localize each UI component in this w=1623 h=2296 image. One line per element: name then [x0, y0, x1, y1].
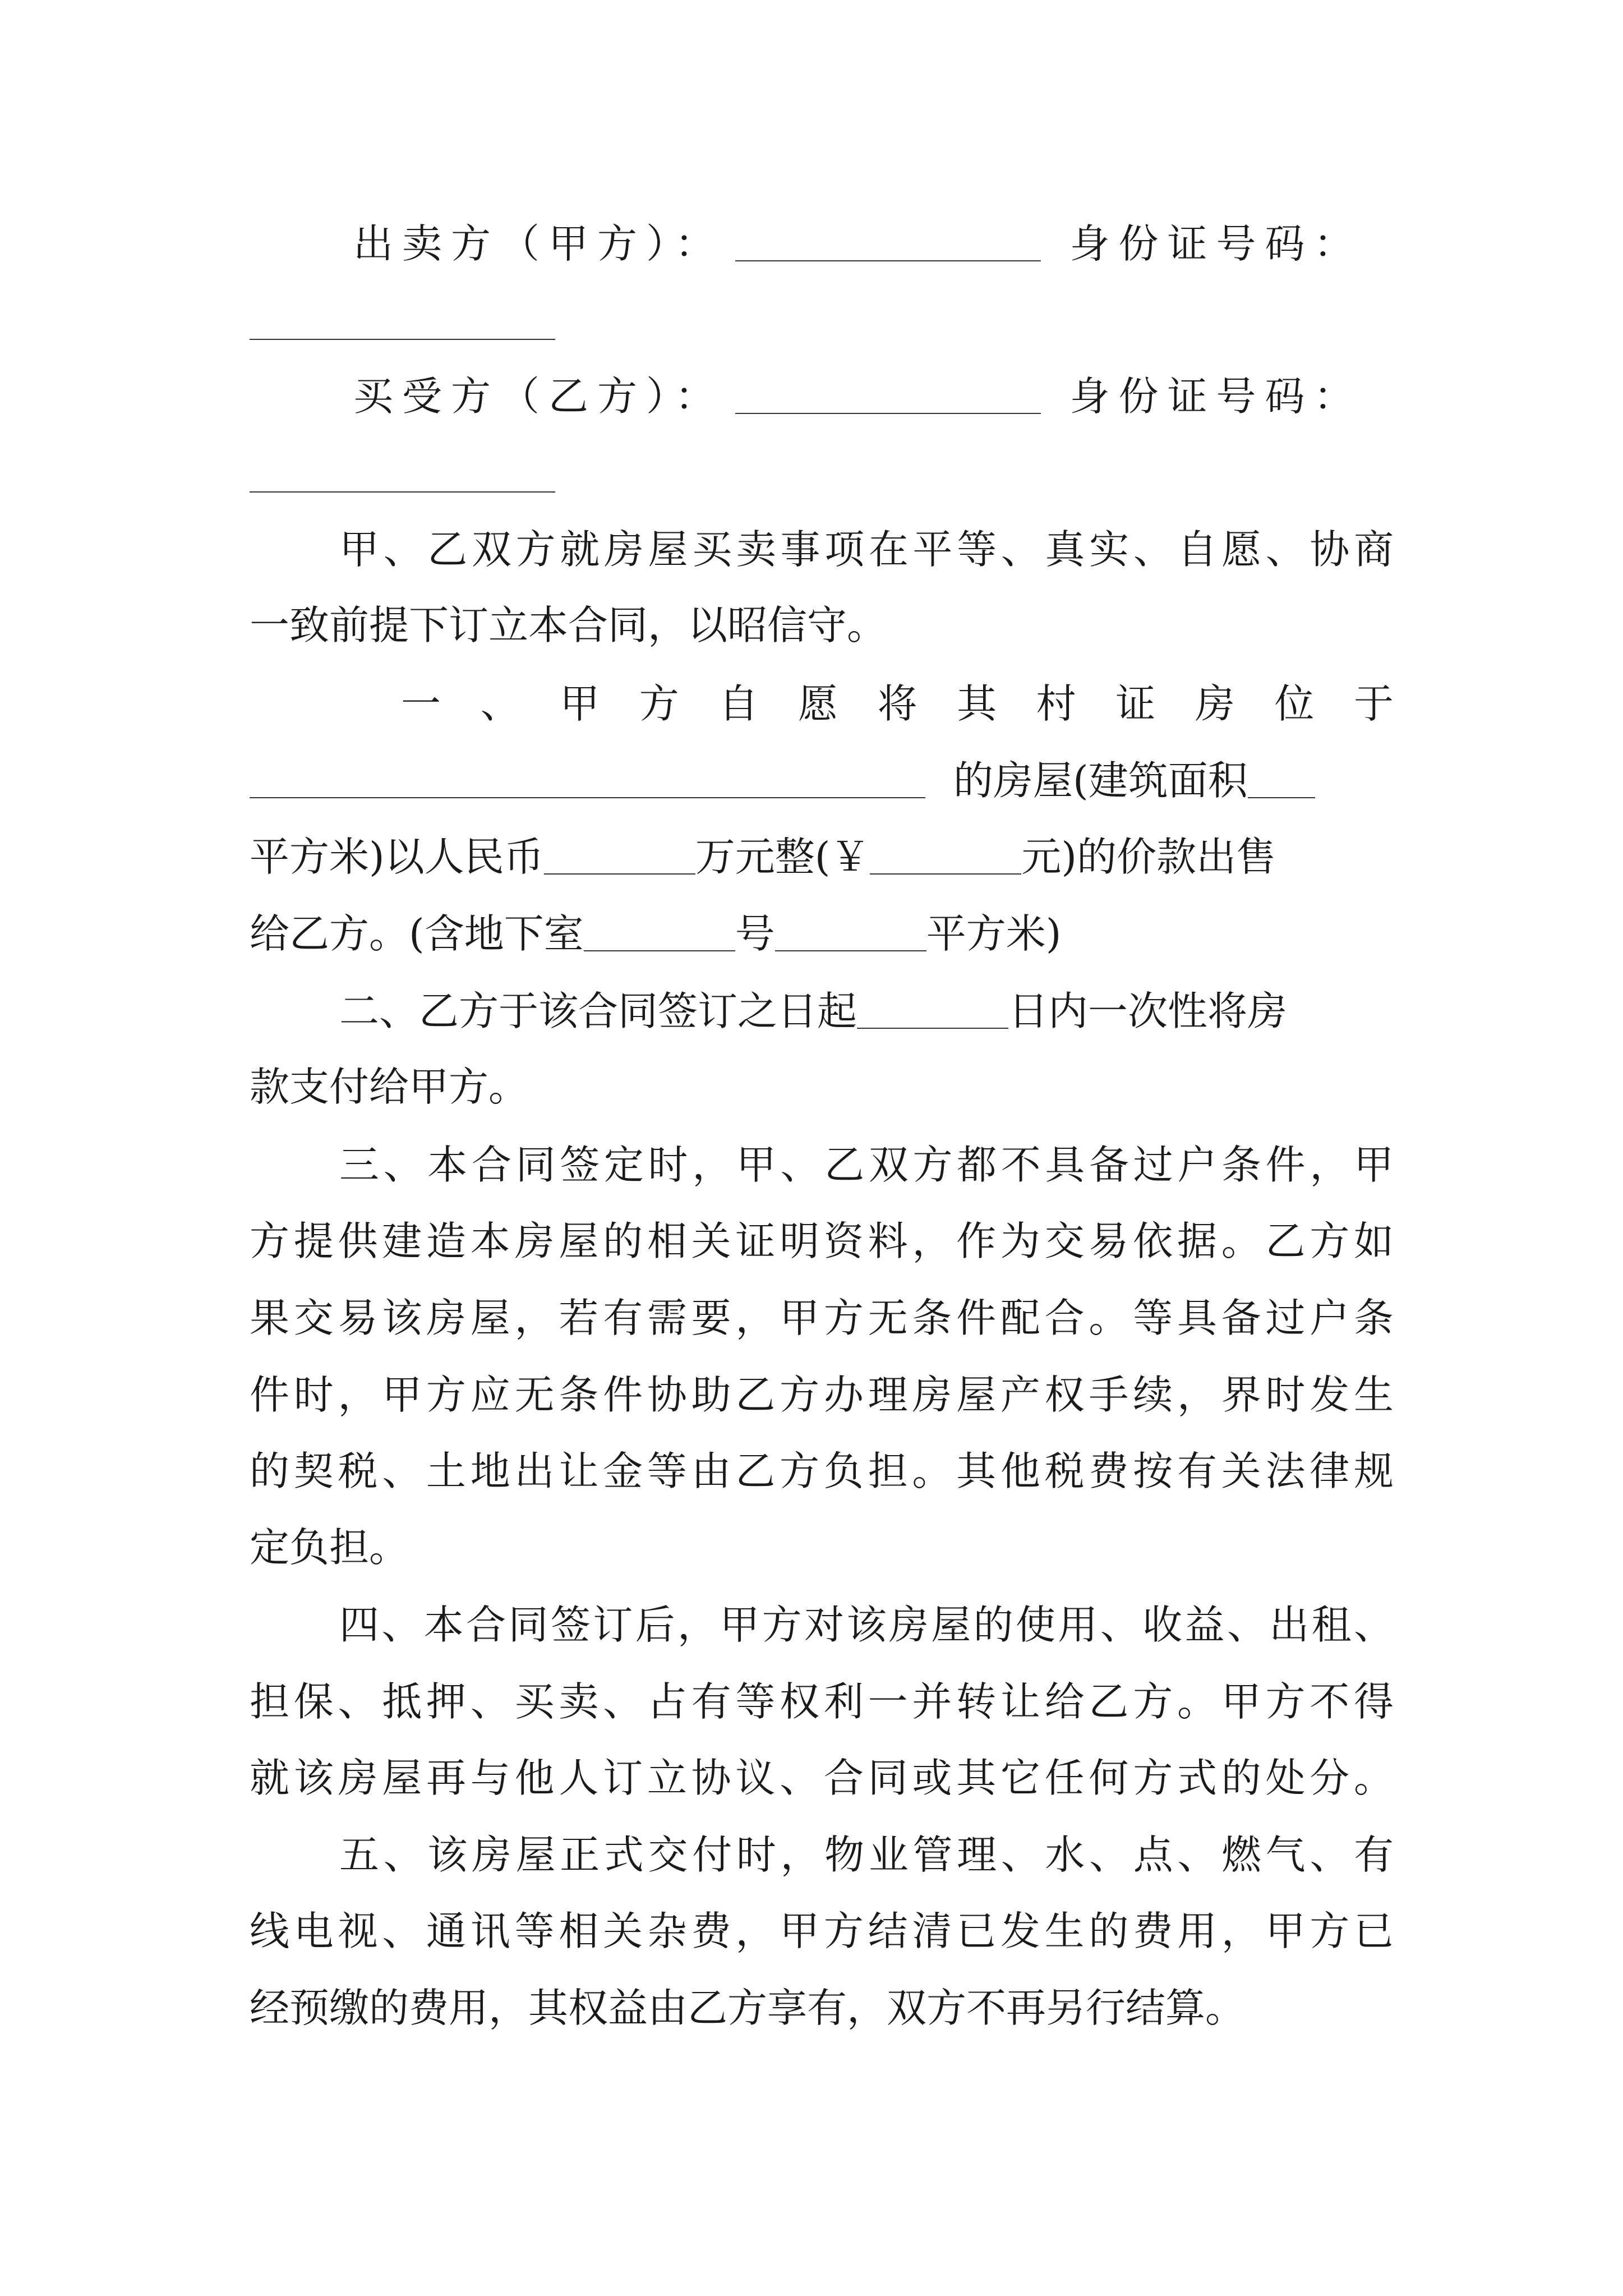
clause2-line-1: 二、乙方于该合同签订之日起 日内一次性将房: [339, 988, 1288, 1034]
property-location-blank: [250, 763, 925, 798]
price-words-blank: [544, 840, 695, 875]
clause4-line-2: 担保、抵押、买卖、占有等权利一并转让给乙方。甲方不得: [250, 1678, 1394, 1725]
buyer-id-label: 身份证号码：: [1069, 373, 1363, 420]
clause1-line-3: 平方米)以人民币 万元整(￥ 元)的价款出售: [250, 834, 1276, 880]
clause5-line-3: 经预缴的费用，其权益由乙方享有，双方不再另行结算。: [250, 1985, 1246, 2031]
clause1-line-1: 一、甲方自愿将其村证房位于: [401, 680, 1394, 727]
seller-name-blank: [735, 227, 1041, 261]
seller-id-label: 身份证号码：: [1069, 220, 1363, 267]
clause1-line-4: 给乙方。(含地下室 号 平方米): [250, 910, 1062, 957]
buyer-name-blank: [735, 379, 1041, 414]
buyer-label: 买受方（乙方）：: [353, 373, 724, 420]
clause3-line-4: 件时，甲方应无条件协助乙方办理房屋产权手续，界时发生: [250, 1372, 1394, 1418]
clause3-line-3: 果交易该房屋，若有需要，甲方无条件配合。等具备过户条: [250, 1295, 1394, 1341]
seller-id-blank: [250, 339, 555, 340]
seller-line: [353, 205, 1363, 283]
payment-days-blank: [857, 994, 1008, 1029]
clause1-line-2: 的房屋(建筑面积: [250, 742, 1315, 820]
clause5-line-1: 五、该房屋正式交付时，物业管理、水、点、燃气、有: [339, 1832, 1394, 1878]
clause3-line-6: 定负担。: [250, 1524, 409, 1571]
intro-line-1: 甲、乙双方就房屋买卖事项在平等、真实、自愿、协商: [339, 526, 1394, 573]
clause5-line-2: 线电视、通讯等相关杂费，甲方结清已发生的费用，甲方已: [250, 1908, 1394, 1954]
basement-number-blank: [584, 917, 735, 951]
clause3-line-5: 的契税、土地出让金等由乙方负担。其他税费按有关法律规: [250, 1448, 1394, 1494]
clause2-line-2: 款支付给甲方。: [250, 1064, 529, 1110]
buyer-line: [353, 357, 1363, 436]
clause3-line-2: 方提供建造本房屋的相关证明资料，作为交易依据。乙方如: [250, 1218, 1394, 1264]
clause4-line-1: 四、本合同签订后，甲方对该房屋的使用、收益、出租、: [339, 1602, 1394, 1648]
basement-area-blank: [775, 917, 926, 951]
buyer-id-blank: [250, 491, 555, 493]
clause3-line-1: 三、本合同签定时，甲、乙双方都不具备过户条件，甲: [339, 1142, 1394, 1188]
seller-label: 出卖方（甲方）：: [353, 220, 724, 267]
intro-line-2: 一致前提下订立本合同，以昭信守。: [250, 602, 887, 648]
building-area-blank: [1248, 763, 1315, 798]
clause4-line-3: 就该房屋再与他人订立协议、合同或其它任何方式的处分。: [250, 1755, 1394, 1801]
price-figure-blank: [870, 840, 1021, 875]
